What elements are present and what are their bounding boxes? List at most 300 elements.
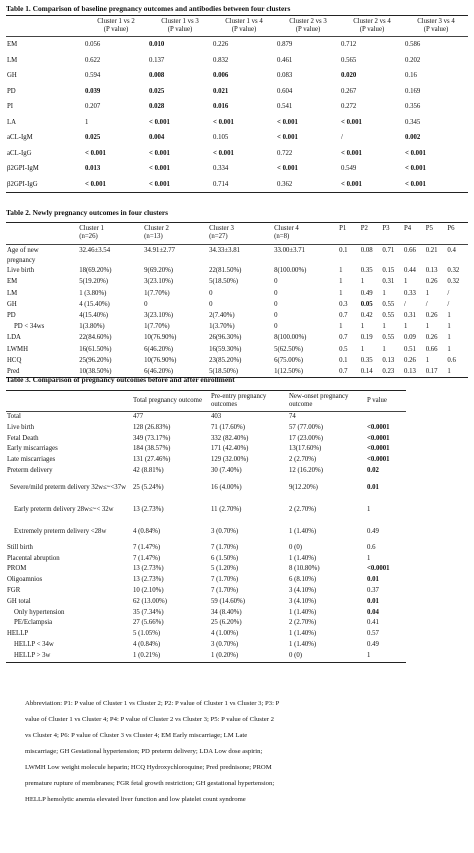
value-cell: 26(96.30%) (209, 334, 242, 342)
table2-header-cell: P5 (425, 223, 447, 234)
value-cell: 1 (360, 278, 365, 286)
value-cell: 0 (274, 323, 278, 331)
table1 (6, 15, 468, 193)
table1-subheader-cell: (P value) (340, 26, 404, 37)
value-cell: 1 (446, 366, 468, 378)
value-cell: 32.46±3.54 (79, 247, 111, 254)
p-value-cell: / (341, 134, 343, 141)
row-label: PD (7, 312, 16, 320)
table-row (6, 651, 406, 662)
value-cell: 0.42 (360, 312, 373, 320)
value-cell: 62 (13.00%) (133, 597, 167, 605)
value-cell: 0.26 (404, 356, 416, 364)
p-value-cell: 0.712 (341, 41, 357, 48)
table-row (6, 68, 468, 84)
table-row (6, 640, 406, 651)
value-cell: 6(46.20%) (144, 345, 174, 353)
value-cell: 0 (209, 300, 213, 308)
table2-subheader-cell (360, 233, 382, 245)
row-label: β2GPI-IgM (7, 165, 39, 172)
value-cell: 0.66 (404, 247, 416, 254)
value-cell: 1 (0.20%) (210, 651, 288, 662)
value-cell: 17 (23.00%) (289, 434, 323, 442)
value-cell: / (404, 300, 406, 308)
p-value-cell: < 0.001 (277, 134, 298, 141)
row-label: HELLP > 3w (6, 651, 132, 662)
table2-header-cell: P6 (446, 223, 468, 234)
value-cell: <0.0001 (367, 434, 390, 442)
p-value-cell: 0.16 (405, 72, 417, 79)
table1-subheader-cell: (P value) (148, 26, 212, 37)
row-label: GH total (7, 597, 31, 605)
value-cell: 1 (367, 554, 371, 562)
value-cell: 1 (339, 278, 343, 286)
value-cell: 0.7 (338, 366, 360, 378)
table-row (6, 245, 468, 257)
value-cell: 0.32 (447, 278, 460, 286)
value-cell: <0.0001 (367, 445, 390, 453)
p-value-cell: 0.604 (277, 87, 293, 95)
row-label: LDA (7, 334, 21, 342)
table-row (6, 444, 406, 455)
abbreviation-line: miscarriage; GH Gestational hypertension; PD preterm delivery; LDA Low dose aspirin; (25, 748, 263, 755)
value-cell: 1 (1.40%) (289, 554, 317, 562)
p-value-cell: 0.345 (405, 118, 421, 126)
value-cell: 7 (1.70%) (211, 576, 239, 584)
value-cell: 5(18.50%) (209, 278, 239, 286)
table-row (6, 455, 406, 466)
p-value-cell: < 0.001 (340, 177, 404, 193)
p-value-cell: < 0.001 (341, 149, 362, 157)
value-cell (446, 256, 468, 265)
table3-header-cell: P value (366, 391, 406, 412)
p-value-cell: 0.169 (405, 87, 421, 95)
value-cell: 0.3 (339, 300, 348, 308)
value-cell: 477 (133, 413, 144, 420)
table-row (6, 299, 468, 310)
row-label: Preterm delivery (7, 466, 53, 474)
p-value-cell: 0.207 (85, 103, 101, 110)
table2-header-cell (6, 223, 78, 234)
row-label: GH (7, 72, 17, 79)
value-cell: 0 (209, 289, 213, 297)
p-value-cell: 0.202 (405, 56, 421, 64)
value-cell: 0.13 (425, 267, 438, 275)
value-cell: 171 (42.40%) (211, 445, 249, 453)
abbreviation-line: HELLP hemolytic anemia elevated liver function and low platelet count syndrome (25, 796, 246, 803)
value-cell: 0.49 (360, 289, 373, 297)
row-label: Pred (6, 366, 78, 378)
value-cell: 0.09 (404, 334, 416, 342)
table2-title: Table 2. Newly pregnancy outcomes in four clusters (6, 208, 169, 217)
value-cell: 0 (274, 312, 278, 320)
row-label: Extremely preterm delivery <28w (14, 527, 107, 535)
value-cell: 4 (15.40%) (79, 300, 110, 308)
abbreviation-line: value of Cluster 1 vs Cluster 4; P4: P value of Cluster 2 vs Cluster 3; P5: P value of Cluster 2 (25, 716, 274, 723)
row-label: PE/Eclampsia (14, 619, 53, 627)
value-cell (143, 256, 208, 265)
table1-header-cell (6, 16, 84, 27)
abbreviation-line: premature rupture of membranes; FGR fetal growth restriction; GH gestational hypertension; (25, 780, 275, 787)
value-cell: 16(59.30%) (209, 345, 242, 353)
table3-header-cell: Pre-entry pregnancy outcomes (210, 391, 288, 412)
value-cell: <0.0001 (367, 423, 390, 431)
table2-header-cell: Cluster 2 (143, 223, 208, 234)
table-row (6, 130, 468, 146)
value-cell: 4(15.40%) (79, 312, 109, 320)
value-cell: 22(81.50%) (209, 267, 242, 275)
value-cell: 0 (274, 289, 278, 297)
value-cell: 34 (8.40%) (211, 608, 242, 616)
value-cell: 0.14 (360, 366, 382, 378)
table1-title: Table 1. Comparison of baseline pregnancy outcomes and antibodies between four clusters (6, 4, 291, 13)
table-row (6, 115, 468, 131)
p-value-cell: 0.879 (277, 41, 293, 48)
value-cell: 0.01 (367, 483, 379, 491)
value-cell (208, 256, 273, 265)
p-value-cell: 0.137 (149, 56, 165, 64)
value-cell (366, 412, 406, 423)
value-cell: 0.19 (360, 334, 373, 342)
value-cell: 0.31 (404, 312, 416, 320)
value-cell: / (425, 300, 428, 308)
value-cell: 3 (4.10%) (289, 597, 317, 605)
p-value-cell: < 0.001 (149, 149, 170, 157)
value-cell: 0 (274, 300, 278, 308)
value-cell: 332 (82.40%) (211, 434, 249, 442)
table2-header-cell: Cluster 3 (208, 223, 273, 234)
table-row (6, 466, 406, 477)
table-row (6, 161, 468, 177)
table-row (6, 146, 468, 162)
value-cell: 33.00±3.71 (274, 247, 306, 254)
row-label: aCL-IgG (7, 149, 32, 157)
row-label: Still birth (7, 543, 33, 551)
table1-subheader-cell: (P value) (212, 26, 276, 37)
value-cell: 59 (14.60%) (211, 597, 245, 605)
row-label: aCL-IgM (7, 134, 33, 141)
value-cell: 9(12.20%) (289, 483, 318, 491)
table-row (6, 499, 406, 521)
p-value-cell: < 0.001 (404, 177, 468, 193)
value-cell: 5 (1.20%) (211, 565, 239, 573)
value-cell: 1 (366, 651, 406, 662)
table1-header-cell: Cluster 3 vs 4 (404, 16, 468, 27)
row-label: Oligoamnios (7, 576, 43, 584)
value-cell: 0.01 (367, 576, 379, 584)
value-cell: 0.49 (367, 527, 379, 535)
p-value-cell: 1 (85, 118, 89, 126)
p-value-cell: 0.586 (405, 41, 421, 48)
p-value-cell: < 0.001 (85, 149, 106, 157)
value-cell: 1 (447, 334, 451, 342)
p-value-cell: 0.039 (85, 87, 101, 95)
value-cell: 131 (27.46%) (133, 456, 171, 464)
value-cell: 0.26 (425, 312, 438, 320)
p-value-cell: < 0.001 (405, 149, 426, 157)
value-cell: 1 (360, 323, 365, 331)
row-label: Late miscarriages (7, 456, 56, 464)
value-cell (403, 256, 425, 265)
p-value-cell: 0.083 (277, 72, 293, 79)
p-value-cell: 0.267 (341, 87, 357, 95)
value-cell: 10 (2.10%) (133, 586, 164, 594)
table2-subheader-cell (403, 233, 425, 245)
row-label: PROM (7, 565, 27, 573)
value-cell: 1 (447, 323, 451, 331)
row-label: Early miscarriages (7, 445, 58, 453)
value-cell: 1 (1.40%) (289, 608, 317, 616)
table1-header-cell: Cluster 1 vs 4 (212, 16, 276, 27)
table-row (6, 99, 468, 115)
row-label: HCQ (7, 356, 22, 364)
table-row (6, 53, 468, 69)
value-cell (360, 256, 382, 265)
value-cell: 0.15 (382, 267, 395, 275)
value-cell: 0.66 (425, 345, 438, 353)
value-cell: 0.13 (382, 356, 395, 364)
table-row (6, 618, 406, 629)
value-cell: 0.31 (382, 278, 395, 286)
row-label: EM (7, 278, 18, 286)
p-value-cell: 0.028 (149, 103, 165, 110)
value-cell: 13(17.60%) (289, 445, 322, 453)
value-cell: 10(76.90%) (144, 334, 177, 342)
p-value-cell: 0.722 (277, 149, 293, 157)
value-cell: 5(19.20%) (79, 278, 109, 286)
table2-header-cell: Cluster 4 (273, 223, 338, 234)
value-cell: 0.17 (425, 366, 447, 378)
value-cell: 349 (73.17%) (133, 434, 171, 442)
row-label: Live birth (7, 423, 34, 431)
value-cell: 35 (7.34%) (133, 608, 164, 616)
value-cell: 10(76.90%) (144, 356, 177, 364)
p-value-cell: 0.594 (85, 72, 101, 79)
p-value-cell: 0.714 (212, 177, 276, 193)
value-cell (273, 256, 338, 265)
p-value-cell: 0.002 (405, 134, 421, 141)
value-cell: 18(69.20%) (79, 267, 112, 275)
table3-header-cell: Total pregnancy outcome (132, 391, 210, 412)
p-value-cell: < 0.001 (149, 118, 170, 126)
value-cell: 0.1 (339, 247, 348, 254)
table-row (6, 321, 468, 332)
row-label: HELLP < 34w (14, 640, 54, 648)
p-value-cell: 0.622 (85, 56, 101, 64)
value-cell: 1(12.50%) (273, 366, 338, 378)
value-cell: 0.49 (367, 640, 379, 648)
value-cell: 25 (5.24%) (133, 483, 164, 491)
table-row (6, 586, 406, 597)
p-value-cell: 0.541 (277, 103, 293, 110)
table1-subheader-cell: (P value) (276, 26, 340, 37)
value-cell: 16(61.50%) (79, 345, 112, 353)
value-cell: 0.55 (382, 334, 395, 342)
table3-header-cell (6, 391, 132, 412)
table-row (6, 597, 406, 608)
value-cell: 0.05 (360, 300, 373, 308)
p-value-cell: < 0.001 (148, 177, 212, 193)
row-label: PI (7, 103, 14, 110)
value-cell: 7 (1.47%) (133, 543, 161, 551)
value-cell: 7 (1.70%) (211, 586, 239, 594)
value-cell: 1 (382, 289, 386, 297)
table-row (6, 288, 468, 299)
value-cell: 1 (447, 312, 451, 320)
value-cell: 3 (4.10%) (289, 586, 317, 594)
value-cell: 3(23.10%) (144, 278, 174, 286)
value-cell: 1(3.70%) (209, 323, 235, 331)
table2-subheader-cell: (n=13) (143, 233, 208, 245)
value-cell (381, 256, 403, 265)
value-cell: 0.57 (367, 630, 379, 638)
table2-header-cell: P2 (360, 223, 382, 234)
value-cell: 1 (339, 267, 343, 275)
value-cell: 1 (1.40%) (289, 640, 317, 648)
row-label: β2GPI-IgG (6, 177, 84, 193)
row-label: Early preterm delivery 28w≤~< 32w (14, 505, 114, 513)
table2-header-cell: Cluster 1 (78, 223, 143, 234)
row-label: LA (7, 118, 17, 126)
p-value-cell: 0.013 (85, 165, 101, 172)
value-cell: 0.32 (447, 267, 460, 275)
p-value-cell: 0.565 (341, 56, 357, 64)
value-cell: 1 (404, 278, 408, 286)
p-value-cell: < 0.001 (277, 165, 298, 172)
value-cell: 0.35 (360, 356, 373, 364)
table-row (6, 477, 406, 499)
table1-header-cell: Cluster 2 vs 3 (276, 16, 340, 27)
p-value-cell: 0.461 (277, 56, 293, 64)
value-cell: 2 (2.70%) (289, 505, 317, 513)
p-value-cell: < 0.001 (213, 118, 234, 126)
p-value-cell: < 0.001 (149, 165, 170, 172)
value-cell: 34.33±3.81 (209, 247, 241, 254)
value-cell: 1 (382, 323, 386, 331)
value-cell: 12 (16.20%) (289, 466, 323, 474)
row-label: Age of new (7, 247, 39, 254)
value-cell: 0 (0) (288, 651, 366, 662)
table-row (6, 543, 406, 554)
row-label: Placental abruption (7, 554, 60, 562)
table1-subheader-cell: (P value) (84, 26, 148, 37)
value-cell: 4 (0.84%) (133, 640, 161, 648)
value-cell: 1 (425, 323, 430, 331)
table-row (6, 276, 468, 287)
row-label: EM (7, 41, 18, 48)
value-cell: 0.1 (339, 356, 348, 364)
table-row (6, 564, 406, 575)
value-cell: 0.6 (447, 356, 456, 364)
p-value-cell: 0.356 (405, 103, 421, 110)
table1-header-cell: Cluster 2 vs 4 (340, 16, 404, 27)
value-cell: 6 (1.50%) (211, 554, 239, 562)
row-label: Live birth (7, 267, 34, 275)
table-row (6, 554, 406, 565)
p-value-cell: 0.334 (213, 165, 229, 172)
value-cell: 25 (6.20%) (211, 619, 242, 627)
table2-header-cell: P3 (381, 223, 403, 234)
value-cell: 1 (360, 345, 365, 353)
table2-subheader-cell (381, 233, 403, 245)
p-value-cell: 0.025 (149, 87, 165, 95)
value-cell: 5(18.50%) (208, 366, 273, 378)
value-cell: 0.01 (367, 597, 379, 605)
value-cell: 1 (425, 289, 430, 297)
value-cell: 13 (2.73%) (133, 565, 164, 573)
value-cell: 1 (3.80%) (79, 289, 107, 297)
table-row (6, 412, 406, 423)
table1-header-cell: Cluster 1 vs 3 (148, 16, 212, 27)
value-cell: 5(62.50%) (274, 345, 303, 353)
value-cell: 57 (77.00%) (289, 423, 323, 431)
value-cell: 0.55 (382, 300, 395, 308)
row-label: PD (7, 87, 16, 95)
table-row (6, 310, 468, 321)
p-value-cell: 0.362 (276, 177, 340, 193)
row-label: GH (7, 300, 17, 308)
table1-header-cell: Cluster 1 vs 2 (84, 16, 148, 27)
value-cell: 0.26 (425, 334, 438, 342)
value-cell: 9(69.20%) (144, 267, 174, 275)
value-cell (338, 256, 360, 265)
abbreviation-line: LWMH Low weight molecule heparin; HCQ Hydroxychloroquine; Pred prednisone; PROM (25, 764, 272, 771)
p-value-cell: 0.025 (85, 134, 101, 141)
table1-header-row (6, 16, 468, 27)
value-cell: 0.55 (382, 312, 395, 320)
row-label: Total (7, 413, 21, 420)
table3 (6, 390, 406, 663)
value-cell: 0.44 (404, 267, 416, 275)
value-cell: 11 (2.70%) (211, 505, 242, 513)
p-value-cell: 0.832 (213, 56, 229, 64)
value-cell: 3 (0.70%) (211, 640, 239, 648)
p-value-cell: 0.021 (213, 87, 229, 95)
value-cell: 184 (38.57%) (133, 445, 171, 453)
p-value-cell: 0.004 (149, 134, 165, 141)
p-value-cell: < 0.001 (277, 118, 298, 126)
table2-subheader-cell: (n=27) (208, 233, 273, 245)
value-cell: 1 (447, 345, 451, 353)
row-label: Fetal Death (7, 434, 39, 442)
table3-header-cell: New-onset pregnancy outcome (288, 391, 366, 412)
value-cell: 1 (0.21%) (132, 651, 210, 662)
value-cell: 6(75.00%) (274, 356, 303, 364)
value-cell: 0.7 (339, 312, 348, 320)
value-cell: 1 (339, 323, 343, 331)
table-row (6, 344, 468, 355)
value-cell: 0.23 (381, 366, 403, 378)
value-cell: 0 (144, 300, 148, 308)
value-cell: 0.35 (360, 267, 373, 275)
p-value-cell: < 0.001 (405, 165, 426, 172)
value-cell: 6 (8.10%) (289, 576, 317, 584)
p-value-cell: < 0.001 (84, 177, 148, 193)
value-cell: 1 (425, 356, 430, 364)
row-label: FGR (7, 586, 21, 594)
value-cell: / (447, 289, 450, 297)
table-row (6, 177, 468, 193)
value-cell: 34.91±2.77 (144, 247, 176, 254)
value-cell: 0 (274, 278, 278, 286)
value-cell: <0.0001 (367, 565, 390, 573)
abbreviation-line: vs Cluster 4; P6: P value of Cluster 3 vs Cluster 4; EM Early miscarriage; LM Late (25, 732, 248, 739)
value-cell (425, 256, 447, 265)
value-cell: 13 (2.73%) (133, 505, 164, 513)
table-row (6, 423, 406, 434)
value-cell: 0.02 (367, 466, 379, 474)
table-row (6, 84, 468, 100)
